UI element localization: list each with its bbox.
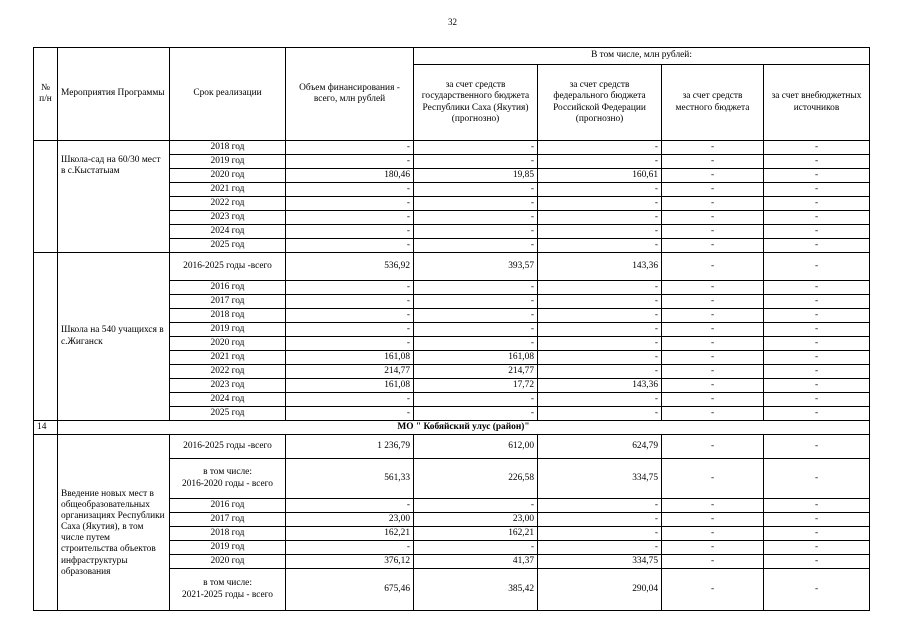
table-row bbox=[34, 141, 870, 155]
extra-budget-cell: - bbox=[764, 169, 870, 183]
state-budget-cell: - bbox=[414, 281, 538, 295]
state-budget-cell: - bbox=[414, 499, 538, 513]
federal-budget-cell: - bbox=[538, 281, 662, 295]
state-budget-cell: - bbox=[414, 337, 538, 351]
state-budget-cell: - bbox=[414, 323, 538, 337]
period-cell: 2016-2025 годы -всего bbox=[170, 253, 286, 281]
extra-budget-cell: - bbox=[764, 197, 870, 211]
total-cell: - bbox=[286, 225, 414, 239]
federal-budget-cell: 624,79 bbox=[538, 435, 662, 459]
period-cell: 2025 год bbox=[170, 239, 286, 253]
local-budget-cell: - bbox=[662, 155, 764, 169]
federal-budget-cell: - bbox=[538, 513, 662, 527]
state-budget-cell: 612,00 bbox=[414, 435, 538, 459]
extra-budget-cell: - bbox=[764, 295, 870, 309]
local-budget-cell: - bbox=[662, 499, 764, 513]
total-cell: 23,00 bbox=[286, 513, 414, 527]
state-budget-cell: - bbox=[414, 211, 538, 225]
table-body bbox=[34, 48, 870, 611]
total-cell: - bbox=[286, 407, 414, 421]
period-cell: 2019 год bbox=[170, 541, 286, 555]
extra-budget-cell: - bbox=[764, 407, 870, 421]
page-number: 32 bbox=[448, 17, 457, 27]
state-budget-cell: - bbox=[414, 141, 538, 155]
total-cell: - bbox=[286, 499, 414, 513]
federal-budget-cell: 290,04 bbox=[538, 569, 662, 611]
program-name-school-kindergarten-kystatyam: Школа-сад на 60/30 мест в с.Кыстатыам bbox=[58, 141, 170, 253]
period-subtotal-label: в том числе: bbox=[203, 578, 252, 589]
header-state-budget: за счет средств государственного бюджета Республики Саха (Якутия) (прогнозно) bbox=[414, 65, 538, 141]
period-cell: 2018 год bbox=[170, 527, 286, 541]
federal-budget-cell: - bbox=[538, 155, 662, 169]
period-cell: 2016-2025 годы -всего bbox=[170, 435, 286, 459]
total-cell: 162,21 bbox=[286, 527, 414, 541]
header-federal-budget: за счет средств федерального бюджета Российской Федерации (прогнозно) bbox=[538, 65, 662, 141]
header-num: № п/н bbox=[34, 48, 58, 141]
local-budget-cell: - bbox=[662, 513, 764, 527]
federal-budget-cell: - bbox=[538, 365, 662, 379]
local-budget-cell: - bbox=[662, 407, 764, 421]
total-cell: - bbox=[286, 239, 414, 253]
extra-budget-cell: - bbox=[764, 569, 870, 611]
federal-budget-cell: - bbox=[538, 393, 662, 407]
num-cell-empty bbox=[34, 253, 58, 421]
extra-budget-cell: - bbox=[764, 337, 870, 351]
state-budget-cell: 23,00 bbox=[414, 513, 538, 527]
total-cell: 161,08 bbox=[286, 379, 414, 393]
total-cell: - bbox=[286, 393, 414, 407]
state-budget-cell: - bbox=[414, 239, 538, 253]
period-cell: 2022 год bbox=[170, 197, 286, 211]
state-budget-cell: - bbox=[414, 295, 538, 309]
period-cell: 2020 год bbox=[170, 337, 286, 351]
federal-budget-cell: - bbox=[538, 323, 662, 337]
financing-table bbox=[33, 47, 870, 611]
period-subtotal-range: 2021-2025 годы - всего bbox=[182, 589, 273, 600]
extra-budget-cell: - bbox=[764, 309, 870, 323]
federal-budget-cell: - bbox=[538, 295, 662, 309]
federal-budget-cell: 334,75 bbox=[538, 555, 662, 569]
extra-budget-cell: - bbox=[764, 155, 870, 169]
total-cell: - bbox=[286, 541, 414, 555]
federal-budget-cell: - bbox=[538, 197, 662, 211]
extra-budget-cell: - bbox=[764, 323, 870, 337]
total-cell: - bbox=[286, 295, 414, 309]
local-budget-cell: - bbox=[662, 169, 764, 183]
extra-budget-cell: - bbox=[764, 459, 870, 499]
extra-budget-cell: - bbox=[764, 351, 870, 365]
local-budget-cell: - bbox=[662, 527, 764, 541]
period-cell: 2020 год bbox=[170, 555, 286, 569]
total-cell: 1 236,79 bbox=[286, 435, 414, 459]
period-cell bbox=[170, 459, 286, 499]
federal-budget-cell: 160,61 bbox=[538, 169, 662, 183]
total-cell: - bbox=[286, 323, 414, 337]
header-total: Объем финансирования - всего, млн рублей bbox=[286, 48, 414, 141]
period-cell: 2024 год bbox=[170, 393, 286, 407]
period-cell: 2021 год bbox=[170, 183, 286, 197]
federal-budget-cell: - bbox=[538, 407, 662, 421]
total-cell: 536,92 bbox=[286, 253, 414, 281]
federal-budget-cell: - bbox=[538, 337, 662, 351]
state-budget-cell: 161,08 bbox=[414, 351, 538, 365]
state-budget-cell: 41,37 bbox=[414, 555, 538, 569]
local-budget-cell: - bbox=[662, 365, 764, 379]
local-budget-cell: - bbox=[662, 281, 764, 295]
local-budget-cell: - bbox=[662, 351, 764, 365]
period-cell: 2018 год bbox=[170, 141, 286, 155]
extra-budget-cell: - bbox=[764, 527, 870, 541]
period-cell: 2019 год bbox=[170, 155, 286, 169]
federal-budget-cell: - bbox=[538, 239, 662, 253]
header-extra-budget: за счет внебюджетных источников bbox=[764, 65, 870, 141]
total-cell: - bbox=[286, 155, 414, 169]
state-budget-cell: - bbox=[414, 309, 538, 323]
table-row bbox=[34, 435, 870, 459]
state-budget-cell: 226,58 bbox=[414, 459, 538, 499]
period-cell: 2021 год bbox=[170, 351, 286, 365]
local-budget-cell: - bbox=[662, 393, 764, 407]
extra-budget-cell: - bbox=[764, 541, 870, 555]
state-budget-cell: 385,42 bbox=[414, 569, 538, 611]
local-budget-cell: - bbox=[662, 379, 764, 393]
federal-budget-cell: - bbox=[538, 351, 662, 365]
federal-budget-cell: - bbox=[538, 183, 662, 197]
local-budget-cell: - bbox=[662, 337, 764, 351]
period-cell: 2023 год bbox=[170, 211, 286, 225]
federal-budget-cell: - bbox=[538, 541, 662, 555]
local-budget-cell: - bbox=[662, 569, 764, 611]
extra-budget-cell: - bbox=[764, 379, 870, 393]
extra-budget-cell: - bbox=[764, 435, 870, 459]
state-budget-cell: - bbox=[414, 225, 538, 239]
header-local-budget: за счет средств местного бюджета bbox=[662, 65, 764, 141]
state-budget-cell: - bbox=[414, 155, 538, 169]
period-cell: 2025 год bbox=[170, 407, 286, 421]
table-row bbox=[34, 253, 870, 281]
section-number: 14 bbox=[34, 421, 58, 435]
extra-budget-cell: - bbox=[764, 393, 870, 407]
extra-budget-cell: - bbox=[764, 253, 870, 281]
state-budget-cell: - bbox=[414, 197, 538, 211]
total-cell: - bbox=[286, 337, 414, 351]
state-budget-cell: 162,21 bbox=[414, 527, 538, 541]
local-budget-cell: - bbox=[662, 183, 764, 197]
header-program: Мероприятия Программы bbox=[58, 48, 170, 141]
table-row bbox=[34, 421, 870, 435]
state-budget-cell: - bbox=[414, 393, 538, 407]
section-title: МО " Кобяйский улус (район)" bbox=[58, 421, 870, 435]
period-cell: 2017 год bbox=[170, 513, 286, 527]
local-budget-cell: - bbox=[662, 323, 764, 337]
federal-budget-cell: 334,75 bbox=[538, 459, 662, 499]
extra-budget-cell: - bbox=[764, 239, 870, 253]
local-budget-cell: - bbox=[662, 541, 764, 555]
federal-budget-cell: 143,36 bbox=[538, 379, 662, 393]
local-budget-cell: - bbox=[662, 197, 764, 211]
total-cell: - bbox=[286, 211, 414, 225]
num-cell-empty bbox=[34, 141, 58, 253]
period-cell: 2020 год bbox=[170, 169, 286, 183]
total-cell: 180,46 bbox=[286, 169, 414, 183]
total-cell: - bbox=[286, 309, 414, 323]
state-budget-cell: 393,57 bbox=[414, 253, 538, 281]
federal-budget-cell: - bbox=[538, 141, 662, 155]
local-budget-cell: - bbox=[662, 435, 764, 459]
extra-budget-cell: - bbox=[764, 141, 870, 155]
extra-budget-cell: - bbox=[764, 183, 870, 197]
federal-budget-cell: - bbox=[538, 225, 662, 239]
total-cell: 561,33 bbox=[286, 459, 414, 499]
total-cell: - bbox=[286, 197, 414, 211]
local-budget-cell: - bbox=[662, 555, 764, 569]
total-cell: 675,46 bbox=[286, 569, 414, 611]
num-cell-empty bbox=[34, 435, 58, 611]
local-budget-cell: - bbox=[662, 253, 764, 281]
extra-budget-cell: - bbox=[764, 211, 870, 225]
federal-budget-cell: - bbox=[538, 527, 662, 541]
local-budget-cell: - bbox=[662, 309, 764, 323]
federal-budget-cell: - bbox=[538, 309, 662, 323]
federal-budget-cell: 143,36 bbox=[538, 253, 662, 281]
local-budget-cell: - bbox=[662, 225, 764, 239]
period-cell: 2018 год bbox=[170, 309, 286, 323]
total-cell: - bbox=[286, 281, 414, 295]
period-cell: 2019 год bbox=[170, 323, 286, 337]
extra-budget-cell: - bbox=[764, 225, 870, 239]
period-cell: 2022 год bbox=[170, 365, 286, 379]
program-name-new-places: Введение новых мест в общеобразовательных организациях Республики Саха (Якутия), в том числе путем строительства объектов инфраструктуры образования bbox=[58, 435, 170, 611]
local-budget-cell: - bbox=[662, 295, 764, 309]
local-budget-cell: - bbox=[662, 211, 764, 225]
state-budget-cell: 19,85 bbox=[414, 169, 538, 183]
period-cell bbox=[170, 569, 286, 611]
program-name-school-zhigansk: Школа на 540 учащихся в с.Жиганск bbox=[58, 253, 170, 421]
period-subtotal-label: в том числе: bbox=[203, 467, 252, 478]
state-budget-cell: - bbox=[414, 407, 538, 421]
period-cell: 2017 год bbox=[170, 295, 286, 309]
period-cell: 2023 год bbox=[170, 379, 286, 393]
total-cell: 376,12 bbox=[286, 555, 414, 569]
total-cell: - bbox=[286, 183, 414, 197]
extra-budget-cell: - bbox=[764, 365, 870, 379]
total-cell: 214,77 bbox=[286, 365, 414, 379]
period-cell: 2024 год bbox=[170, 225, 286, 239]
total-cell: - bbox=[286, 141, 414, 155]
local-budget-cell: - bbox=[662, 239, 764, 253]
local-budget-cell: - bbox=[662, 141, 764, 155]
state-budget-cell: 214,77 bbox=[414, 365, 538, 379]
federal-budget-cell: - bbox=[538, 211, 662, 225]
federal-budget-cell: - bbox=[538, 499, 662, 513]
state-budget-cell: 17,72 bbox=[414, 379, 538, 393]
extra-budget-cell: - bbox=[764, 281, 870, 295]
period-subtotal-range: 2016-2020 годы - всего bbox=[182, 478, 273, 489]
period-cell: 2016 год bbox=[170, 281, 286, 295]
extra-budget-cell: - bbox=[764, 499, 870, 513]
extra-budget-cell: - bbox=[764, 513, 870, 527]
header-period: Срок реализации bbox=[170, 48, 286, 141]
period-cell: 2016 год bbox=[170, 499, 286, 513]
header-including: В том числе, млн рублей: bbox=[414, 48, 870, 65]
state-budget-cell: - bbox=[414, 183, 538, 197]
total-cell: 161,08 bbox=[286, 351, 414, 365]
extra-budget-cell: - bbox=[764, 555, 870, 569]
local-budget-cell: - bbox=[662, 459, 764, 499]
state-budget-cell: - bbox=[414, 541, 538, 555]
